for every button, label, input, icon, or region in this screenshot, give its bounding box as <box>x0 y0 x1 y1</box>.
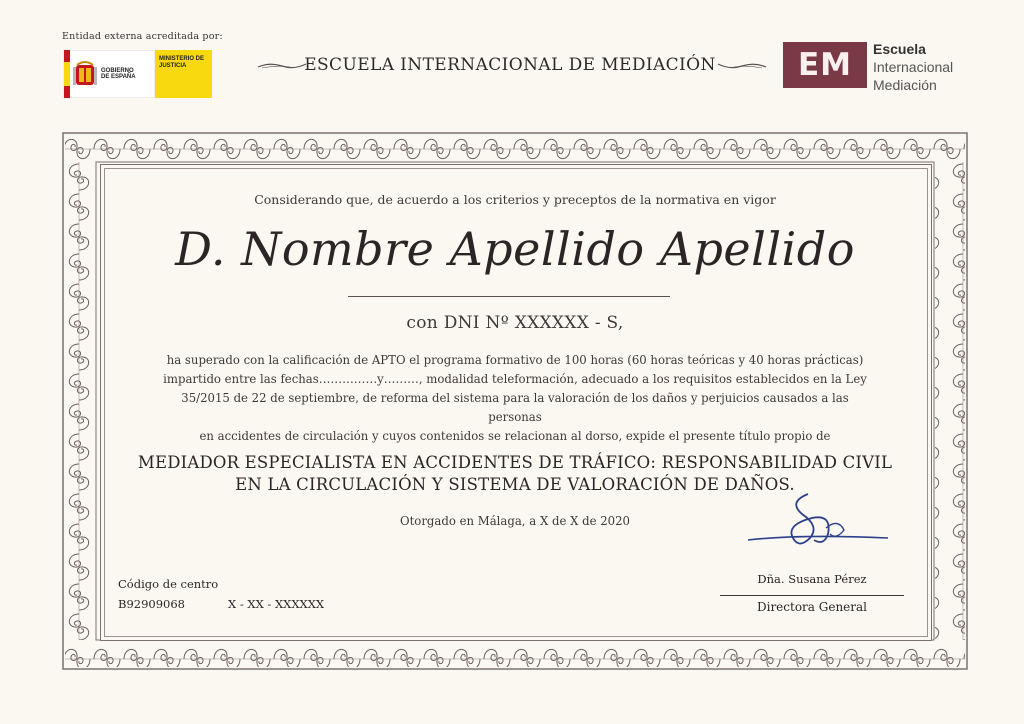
brand-logo-text <box>873 40 953 94</box>
accredited-by-label: Entidad externa acreditada por: <box>62 31 223 42</box>
gobierno-text: GOBIERNO DE ESPAÑA <box>101 67 136 80</box>
degree-line-2: EN LA CIRCULACIÓN Y SISTEMA DE VALORACIÓN DE DAÑOS. <box>235 475 795 494</box>
gobierno-espana-logo <box>63 50 155 98</box>
dni-text: con DNI Nº XXXXXX - S, <box>406 313 624 333</box>
center-code-label: Código de centro <box>118 577 219 591</box>
spain-flag-stripe <box>64 50 70 98</box>
right-title-flourish-icon <box>716 60 768 72</box>
paragraph-line: ha superado con la calificación de APTO el programa formativo de 100 horas (60 horas teóricas y 40 horas prácticas) <box>166 353 864 367</box>
name-underline <box>348 296 670 297</box>
ministerio-text: MINISTERIO DE JUSTICIA <box>159 56 205 69</box>
brand-logo-mark: EM <box>783 42 867 88</box>
signature-line <box>720 595 904 596</box>
paragraph-line: 35/2015 de 22 de septiembre, de reforma del sistema para la valoración de los daños y perjuicios causados a las personas <box>181 391 849 424</box>
brand-line-3: Mediación <box>873 77 937 93</box>
center-code-value: B92909068 <box>118 597 185 611</box>
school-title: ESCUELA INTERNACIONAL DE MEDIACIÓN <box>304 55 716 75</box>
ministerio-justicia-logo <box>155 50 212 98</box>
government-logo <box>63 50 212 98</box>
granted-text: Otorgado en Málaga, a X de X de 2020 <box>400 514 630 528</box>
brand-line-1: Escuela <box>873 41 926 57</box>
registration-code: X - XX - XXXXXX <box>228 597 325 611</box>
coat-of-arms-icon <box>73 59 97 89</box>
paragraph-line: impartido entre las fechas……………y………, modalidad teleformación, adecuado a los requisitos establecidos en la Ley <box>163 372 867 386</box>
recipient-name: D. Nombre Apellido Apellido <box>175 222 855 276</box>
signer-role: Directora General <box>756 600 867 614</box>
brand-line-2: Internacional <box>873 59 954 75</box>
degree-line-1: MEDIADOR ESPECIALISTA EN ACCIDENTES DE TRÁFICO: RESPONSABILIDAD CIVIL <box>137 453 893 472</box>
paragraph-line: en accidentes de circulación y cuyos contenidos se relacionan al dorso, expide el presente título propio de <box>199 429 831 443</box>
signature-icon <box>740 488 890 560</box>
considering-text: Considerando que, de acuerdo a los criterios y preceptos de la normativa en vigor <box>254 192 776 207</box>
signer-name: Dña. Susana Pérez <box>757 572 867 586</box>
program-paragraph <box>160 351 870 446</box>
